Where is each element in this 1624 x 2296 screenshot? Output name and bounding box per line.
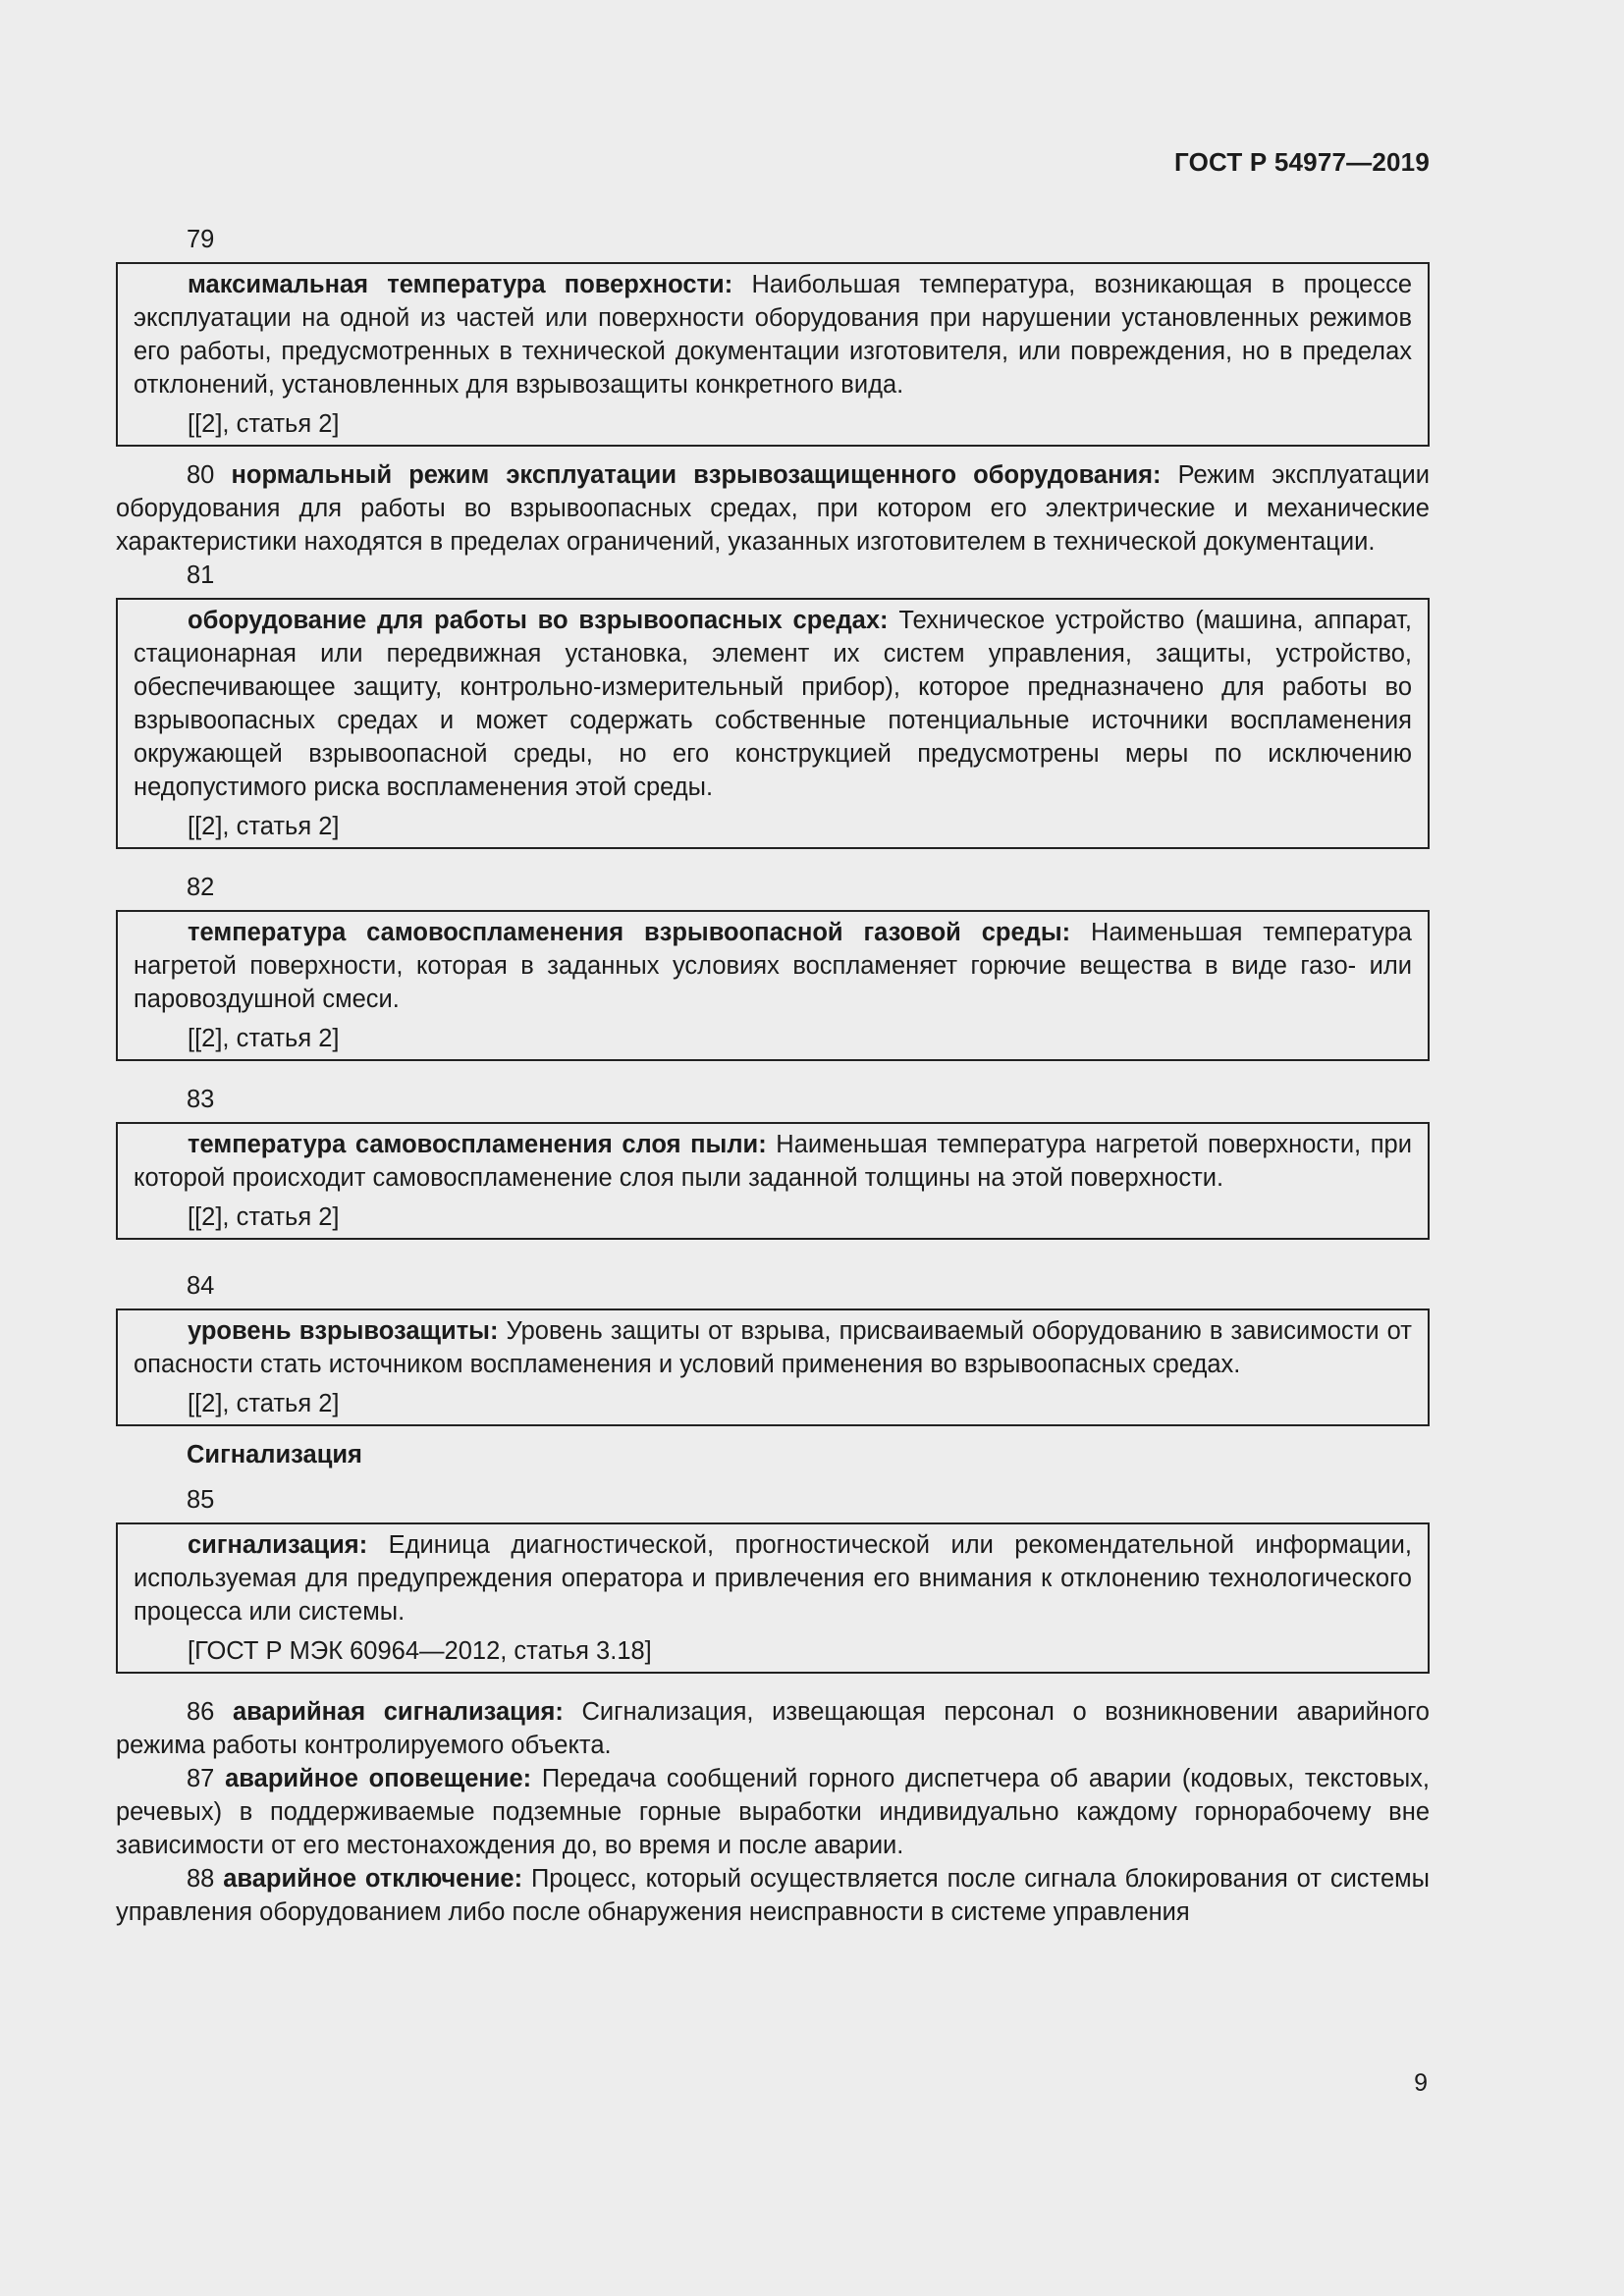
term-paragraph [116, 458, 1430, 559]
definition-text: Наименьшая температура нагретой поверхности, при которой происходит самовоспламенение слоя пыли заданной толщины на этой поверхности. [134, 1131, 1412, 1192]
term-name: уровень взрывозащиты: [188, 1317, 499, 1345]
entry-number: 80 [187, 461, 215, 489]
page-content [116, 223, 1430, 1929]
term-definition [134, 268, 1412, 401]
term-paragraph [116, 1762, 1430, 1862]
term-box [116, 1122, 1430, 1240]
definition-text: Сигнализация, извещающая персонал о возникновении аварийного режима работы контролируемого объекта. [116, 1698, 1430, 1759]
term-source: [ГОСТ Р МЭК 60964—2012, статья 3.18] [188, 1637, 652, 1665]
entry-number: 82 [187, 874, 215, 901]
term-name: оборудование для работы во взрывоопасных средах: [188, 607, 889, 634]
definition-text: Наибольшая температура, возникающая в процессе эксплуатации на одной из частей или поверхности оборудования при нарушении установленных режимов его работы, предусмотренных в технической документации изготовителя, или повреждения, но в пределах отклонений, установленных для взрывозащиты конкретного вида. [134, 271, 1412, 399]
entry-number: 79 [187, 226, 215, 253]
term-box [116, 262, 1430, 447]
term-name: аварийное отключение: [223, 1865, 523, 1893]
definition-text: Режим эксплуатации оборудования для работы во взрывоопасных средах, при котором его электрические и механические характеристики находятся в пределах ограничений, указанных изготовителем в технической документации. [116, 461, 1430, 556]
term-source: [[2], статья 2] [188, 813, 340, 840]
term-box [116, 1308, 1430, 1426]
term-source: [[2], статья 2] [188, 1025, 340, 1052]
entry-number: 88 [187, 1865, 215, 1893]
term-source: [[2], статья 2] [188, 1203, 340, 1231]
term-name: температура самовоспламенения слоя пыли: [188, 1131, 767, 1158]
term-definition [134, 1528, 1412, 1629]
document-code-header: ГОСТ Р 54977—2019 [1174, 147, 1430, 177]
page-number: 9 [1414, 2069, 1428, 2097]
term-source: [[2], статья 2] [188, 410, 340, 438]
entry-number: 85 [187, 1486, 215, 1514]
term-name: максимальная температура поверхности: [188, 271, 733, 298]
term-name: нормальный режим эксплуатации взрывозащищенного оборудования: [231, 461, 1162, 489]
definition-text: Техническое устройство (машина, аппарат, стационарная или передвижная установка, элемент их систем управления, защиты, устройство, обеспечивающее защиту, контрольно-измерительный прибор), которое предназначено для работы во взрывоопасных средах и может содержать собственные потенциальные источники воспламенения окружающей взрывоопасной среды, но его конструкцией предусмотрены меры по исключению недопустимого риска воспламенения этой среды. [134, 607, 1412, 801]
definition-text: Наименьшая температура нагретой поверхности, которая в заданных условиях воспламеняет горючие вещества в виде газо- или паровоздушной смеси. [134, 919, 1412, 1013]
term-name: температура самовоспламенения взрывоопасной газовой среды: [188, 919, 1071, 946]
term-paragraph [116, 1695, 1430, 1762]
entry-number: 83 [187, 1086, 215, 1113]
definition-text: Процесс, который осуществляется после сигнала блокирования от системы управления оборудованием либо после обнаружения неисправности в системе управления [116, 1865, 1430, 1926]
term-paragraph [116, 1862, 1430, 1929]
section-heading: Сигнализация [187, 1441, 362, 1468]
term-box [116, 910, 1430, 1061]
definition-text: Уровень защиты от взрыва, присваиваемый оборудованию в зависимости от опасности стать источником воспламенения и условий применения во взрывоопасных средах. [134, 1317, 1412, 1378]
entry-number: 86 [187, 1698, 215, 1726]
term-name: аварийная сигнализация: [233, 1698, 564, 1726]
definition-text: Единица диагностической, прогностической или рекомендательной информации, используемая для предупреждения оператора и привлечения его внимания к отклонению технологического процесса или системы. [134, 1531, 1412, 1626]
entry-number: 81 [187, 561, 215, 589]
term-definition [134, 604, 1412, 804]
term-box [116, 598, 1430, 849]
term-box [116, 1522, 1430, 1674]
term-name: сигнализация: [188, 1531, 368, 1559]
term-definition [134, 1314, 1412, 1381]
entry-number: 87 [187, 1765, 215, 1792]
term-name: аварийное оповещение: [225, 1765, 532, 1792]
term-definition [134, 1128, 1412, 1195]
term-definition [134, 916, 1412, 1016]
definition-text: Передача сообщений горного диспетчера об аварии (кодовых, текстовых, речевых) в поддерживаемые подземные горные выработки индивидуально каждому горнорабочему вне зависимости от его местонахождения до, во время и после аварии. [116, 1765, 1430, 1859]
entry-number: 84 [187, 1272, 215, 1300]
term-source: [[2], статья 2] [188, 1390, 340, 1417]
